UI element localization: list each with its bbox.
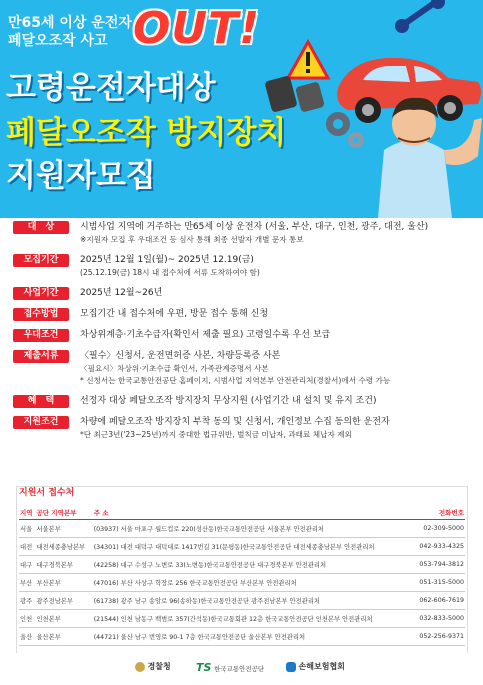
agency-column-header: 주 소 [93, 505, 413, 520]
out-text: OUT! [133, 3, 261, 54]
agency-column-header: 공단 지역본부 [35, 505, 92, 520]
info-value: 선정자 대상 페달오조작 방지장치 무상지원 (사업기간 내 설치 및 유지 조건) [80, 396, 377, 406]
warning-sign-icon [288, 42, 328, 78]
info-section [13, 221, 467, 449]
info-row [13, 350, 467, 387]
info-value: 2025년 12월~26년 [80, 288, 163, 298]
table-cell: 울산본부 [35, 628, 92, 646]
info-note: (25.12.19(금) 18시 내 접수처에 서류 도착하여야 함) [80, 268, 260, 277]
table-cell: 부산 [19, 574, 35, 592]
info-label: 우대조건 [13, 329, 69, 342]
agency-table [19, 505, 465, 646]
info-row [13, 287, 467, 300]
ts-logo-label: 한국교통안전공단 [213, 665, 265, 673]
table-cell: (34301) 대전 대덕구 대덕대로 1417번길 31(문평동)한국교통안전공단 대전세종충남본부 안전관리처 [93, 538, 413, 556]
table-cell: 대전세종충남본부 [35, 538, 92, 556]
info-row [13, 221, 467, 246]
info-row [13, 395, 467, 408]
table-row [19, 556, 465, 574]
table-cell: 서울 [19, 520, 35, 538]
wrench-icon [395, 0, 445, 33]
table-cell: 062-606-7619 [412, 592, 465, 610]
table-row [19, 574, 465, 592]
info-value: 2025년 12월 1일(월)~ 2025년 12.19(금) [80, 255, 254, 265]
table-row [19, 610, 465, 628]
agency-column-header: 전화번호 [412, 505, 465, 520]
info-note: *단 최근3년('23~25년)까지 중대한 법규위반, 벌칙금 미납자, 과태료 체납자 제외 [80, 430, 352, 439]
table-cell: (61738) 광주 남구 송암로 96(송하동)한국교통안전공단 광주전남본부 안전관리처 [93, 592, 413, 610]
info-label: 모집기간 [13, 254, 69, 267]
info-value: 〈필수〉신청서, 운전면허증 사본, 차량등록증 사본 [80, 351, 281, 361]
table-cell: 부산본부 [35, 574, 92, 592]
table-cell: (42258) 대구 수성구 노변로 33(노변동)한국교통안전공단 대구경북본부 안전관리처 [93, 556, 413, 574]
agency-table-box [16, 486, 468, 656]
table-row [19, 520, 465, 538]
subtitle-line1: 만65세 이상 운전자 [8, 15, 132, 31]
table-cell: 인천본부 [35, 610, 92, 628]
agency-column-header: 지역 [19, 505, 35, 520]
table-cell: (03937) 서울 마포구 월드컵로 220(성산동)한국교통안전공단 서울본부 안전관리처 [93, 520, 413, 538]
info-value: 차량에 페달오조작 방지장치 부착 동의 및 신청서, 개인정보 수집 동의한 운전자 [80, 417, 390, 427]
table-row [19, 592, 465, 610]
table-cell: 대구경북본부 [35, 556, 92, 574]
table-cell: 032-833-5000 [412, 610, 465, 628]
info-row [13, 254, 467, 279]
table-cell: 053-794-3812 [412, 556, 465, 574]
info-note: 〈필요시〉차상위·기초수급 확인서, 가족관계증명서 사본 [80, 364, 269, 373]
info-row [13, 308, 467, 321]
info-label: 혜 택 [13, 395, 69, 408]
table-cell: 광주전남본부 [35, 592, 92, 610]
info-label: 지원조건 [13, 416, 69, 429]
police-logo [135, 661, 171, 672]
title-line3: 지원자모집 [6, 158, 156, 194]
agency-header-row [19, 505, 465, 520]
table-cell: 02-309-5000 [412, 520, 465, 538]
insurance-logo [286, 661, 345, 672]
table-cell: 052-256-9371 [412, 628, 465, 646]
info-row [13, 416, 467, 441]
title-line2: 페달오조작 방지장치 [6, 115, 287, 151]
insurance-emblem-icon [286, 662, 296, 672]
header-subtitle [8, 14, 132, 50]
table-row [19, 628, 465, 646]
footer [0, 653, 483, 685]
police-logo-label: 경찰청 [147, 662, 171, 671]
table-cell: 대구 [19, 556, 35, 574]
info-note: * 신청서는 한국교통안전공단 홈페이지, 시범사업 지역본부 안전관리처(경찰서)에서 수령 가능 [80, 376, 391, 385]
table-cell: 서울본부 [35, 520, 92, 538]
table-cell: (47016) 부산 사상구 학장로 256 한국교통안전공단 부산본부 안전관리처 [93, 574, 413, 592]
table-cell: 인천 [19, 610, 35, 628]
ts-logo [196, 661, 264, 674]
subtitle-line2: 페달오조작 사고 [8, 33, 108, 49]
table-cell: 042-933-4325 [412, 538, 465, 556]
header-banner [0, 0, 483, 218]
table-cell: 광주 [19, 592, 35, 610]
info-value: 모집기간 내 접수처에 우편, 방문 접수 통해 신청 [80, 309, 269, 319]
table-row [19, 538, 465, 556]
info-label: 대 상 [13, 221, 69, 234]
table-cell: 울산 [19, 628, 35, 646]
info-row [13, 329, 467, 342]
table-cell: 051-315-5000 [412, 574, 465, 592]
agency-title: 지원서 접수처 [19, 488, 75, 498]
insurance-logo-label: 손해보험협회 [298, 662, 345, 671]
title-line1: 고령운전자대상 [6, 70, 216, 106]
info-label: 사업기간 [13, 287, 69, 300]
table-cell: 대전 [19, 538, 35, 556]
info-note: ※지원자 모집 후 우대조건 등 심사 통해 최종 선발자 개별 문자 통보 [80, 235, 304, 244]
info-value: 차상위계층·기초수급자(확인서 제출 필요) 고령일수록 우선 보급 [80, 330, 331, 340]
info-value: 시범사업 지역에 거주하는 만65세 이상 운전자 (서울, 부산, 대구, 인천, 광주, 대전, 울산) [80, 222, 429, 232]
police-emblem-icon [135, 662, 145, 672]
illustration [238, 0, 483, 218]
table-cell: (44721) 울산 남구 번영로 90-1 7층 한국교통안전공단 울산본부 안전관리처 [93, 628, 413, 646]
ts-mark: TS [196, 661, 212, 674]
mechanic-icon [378, 98, 482, 218]
info-label: 제출서류 [13, 350, 69, 363]
table-cell: (21544) 인천 남동구 백범로 357(간석동)한국교통회관 12층 한국교통안전공단 인천본부 안전관리처 [93, 610, 413, 628]
pedal-icon [264, 75, 325, 113]
info-label: 접수방법 [13, 308, 69, 321]
